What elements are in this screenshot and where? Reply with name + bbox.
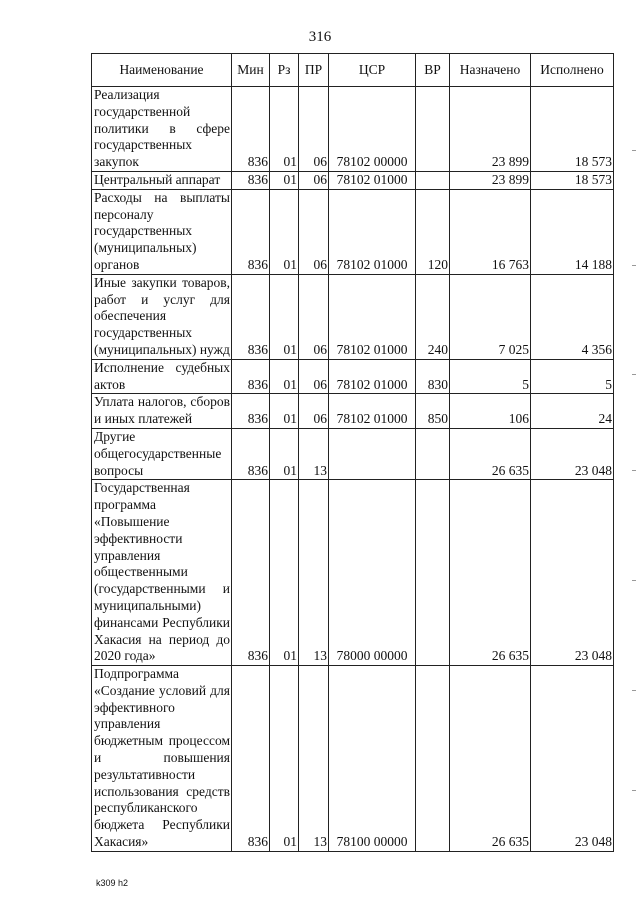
row-name-cell: Исполнение судебных актов: [92, 359, 232, 394]
row-min-cell: 836: [232, 394, 270, 429]
row-pr-cell: 13: [299, 666, 329, 852]
margin-mark: [632, 790, 636, 791]
column-header-assigned: Назначено: [450, 54, 531, 87]
column-header-csr: ЦСР: [329, 54, 416, 87]
row-name-cell: Государственная программа «Повышение эффективности управления общественными (государственными и муниципальными) финансами Республики Хакасия на период до 2020 года»: [92, 480, 232, 666]
row-csr-cell: 78102 01000: [329, 359, 416, 394]
row-assigned-cell: 5: [450, 359, 531, 394]
table-row: [92, 171, 614, 189]
row-rz-cell: 01: [270, 274, 299, 359]
row-vr-cell: [416, 428, 450, 479]
row-min-cell: 836: [232, 359, 270, 394]
row-assigned-cell: 106: [450, 394, 531, 429]
row-pr-cell: 06: [299, 274, 329, 359]
row-name-cell: Подпрограмма «Создание условий для эффективного управления бюджетным процессом и повышения результативности использования средств республиканского бюджета Республики Хакасия»: [92, 666, 232, 852]
row-min-cell: 836: [232, 666, 270, 852]
row-pr-cell: 13: [299, 480, 329, 666]
table-row: [92, 189, 614, 274]
margin-mark: [632, 470, 636, 471]
table-row: [92, 480, 614, 666]
table-row: [92, 428, 614, 479]
column-header-rz: Рз: [270, 54, 299, 87]
row-executed-cell: 14 188: [531, 189, 614, 274]
row-executed-cell: 24: [531, 394, 614, 429]
row-name-cell: Иные закупки товаров, работ и услуг для обеспечения государственных (муниципальных) нужд: [92, 274, 232, 359]
margin-mark: [632, 374, 636, 375]
row-executed-cell: 4 356: [531, 274, 614, 359]
margin-mark: [632, 690, 636, 691]
margin-mark: [632, 580, 636, 581]
table-row: [92, 666, 614, 852]
row-csr-cell: 78100 00000: [329, 666, 416, 852]
column-header-vr: ВР: [416, 54, 450, 87]
row-csr-cell: [329, 428, 416, 479]
row-executed-cell: 18 573: [531, 87, 614, 172]
row-name-cell: Реализация государственной политики в сфере государственных закупок: [92, 87, 232, 172]
row-csr-cell: 78102 01000: [329, 394, 416, 429]
row-rz-cell: 01: [270, 394, 299, 429]
row-executed-cell: 23 048: [531, 428, 614, 479]
row-rz-cell: 01: [270, 87, 299, 172]
row-executed-cell: 18 573: [531, 171, 614, 189]
row-vr-cell: 120: [416, 189, 450, 274]
row-name-cell: Центральный аппарат: [92, 171, 232, 189]
row-assigned-cell: 26 635: [450, 480, 531, 666]
page-number: 316: [308, 29, 332, 45]
table-row: [92, 394, 614, 429]
column-header-name: Наименование: [92, 54, 232, 87]
row-rz-cell: 01: [270, 428, 299, 479]
table-row: [92, 274, 614, 359]
row-rz-cell: 01: [270, 359, 299, 394]
row-name-cell: Расходы на выплаты персоналу государственных (муниципальных) органов: [92, 189, 232, 274]
row-assigned-cell: 23 899: [450, 171, 531, 189]
row-assigned-cell: 26 635: [450, 666, 531, 852]
footer-code: k309 h2: [96, 878, 129, 888]
row-pr-cell: 06: [299, 359, 329, 394]
row-vr-cell: 240: [416, 274, 450, 359]
row-assigned-cell: 23 899: [450, 87, 531, 172]
row-csr-cell: 78102 01000: [329, 171, 416, 189]
budget-table: [91, 53, 614, 852]
row-min-cell: 836: [232, 87, 270, 172]
row-rz-cell: 01: [270, 480, 299, 666]
column-header-min: Мин: [232, 54, 270, 87]
row-pr-cell: 13: [299, 428, 329, 479]
row-assigned-cell: 16 763: [450, 189, 531, 274]
row-min-cell: 836: [232, 171, 270, 189]
row-assigned-cell: 7 025: [450, 274, 531, 359]
row-name-cell: Другие общегосударственные вопросы: [92, 428, 232, 479]
row-name-cell: Уплата налогов, сборов и иных платежей: [92, 394, 232, 429]
row-pr-cell: 06: [299, 189, 329, 274]
row-vr-cell: [416, 666, 450, 852]
table-header-row: [92, 54, 614, 87]
row-executed-cell: 5: [531, 359, 614, 394]
row-vr-cell: [416, 87, 450, 172]
row-min-cell: 836: [232, 480, 270, 666]
row-min-cell: 836: [232, 189, 270, 274]
row-csr-cell: 78000 00000: [329, 480, 416, 666]
column-header-pr: ПР: [299, 54, 329, 87]
table-row: [92, 359, 614, 394]
row-pr-cell: 06: [299, 394, 329, 429]
row-pr-cell: 06: [299, 171, 329, 189]
margin-mark: [632, 150, 636, 151]
row-executed-cell: 23 048: [531, 666, 614, 852]
row-csr-cell: 78102 00000: [329, 87, 416, 172]
table-row: [92, 87, 614, 172]
row-rz-cell: 01: [270, 171, 299, 189]
row-csr-cell: 78102 01000: [329, 189, 416, 274]
row-pr-cell: 06: [299, 87, 329, 172]
column-header-executed: Исполнено: [531, 54, 614, 87]
row-vr-cell: [416, 480, 450, 666]
margin-mark: [632, 265, 636, 266]
row-assigned-cell: 26 635: [450, 428, 531, 479]
row-executed-cell: 23 048: [531, 480, 614, 666]
row-min-cell: 836: [232, 274, 270, 359]
row-min-cell: 836: [232, 428, 270, 479]
row-rz-cell: 01: [270, 189, 299, 274]
row-vr-cell: 850: [416, 394, 450, 429]
row-csr-cell: 78102 01000: [329, 274, 416, 359]
row-vr-cell: [416, 171, 450, 189]
row-vr-cell: 830: [416, 359, 450, 394]
row-rz-cell: 01: [270, 666, 299, 852]
